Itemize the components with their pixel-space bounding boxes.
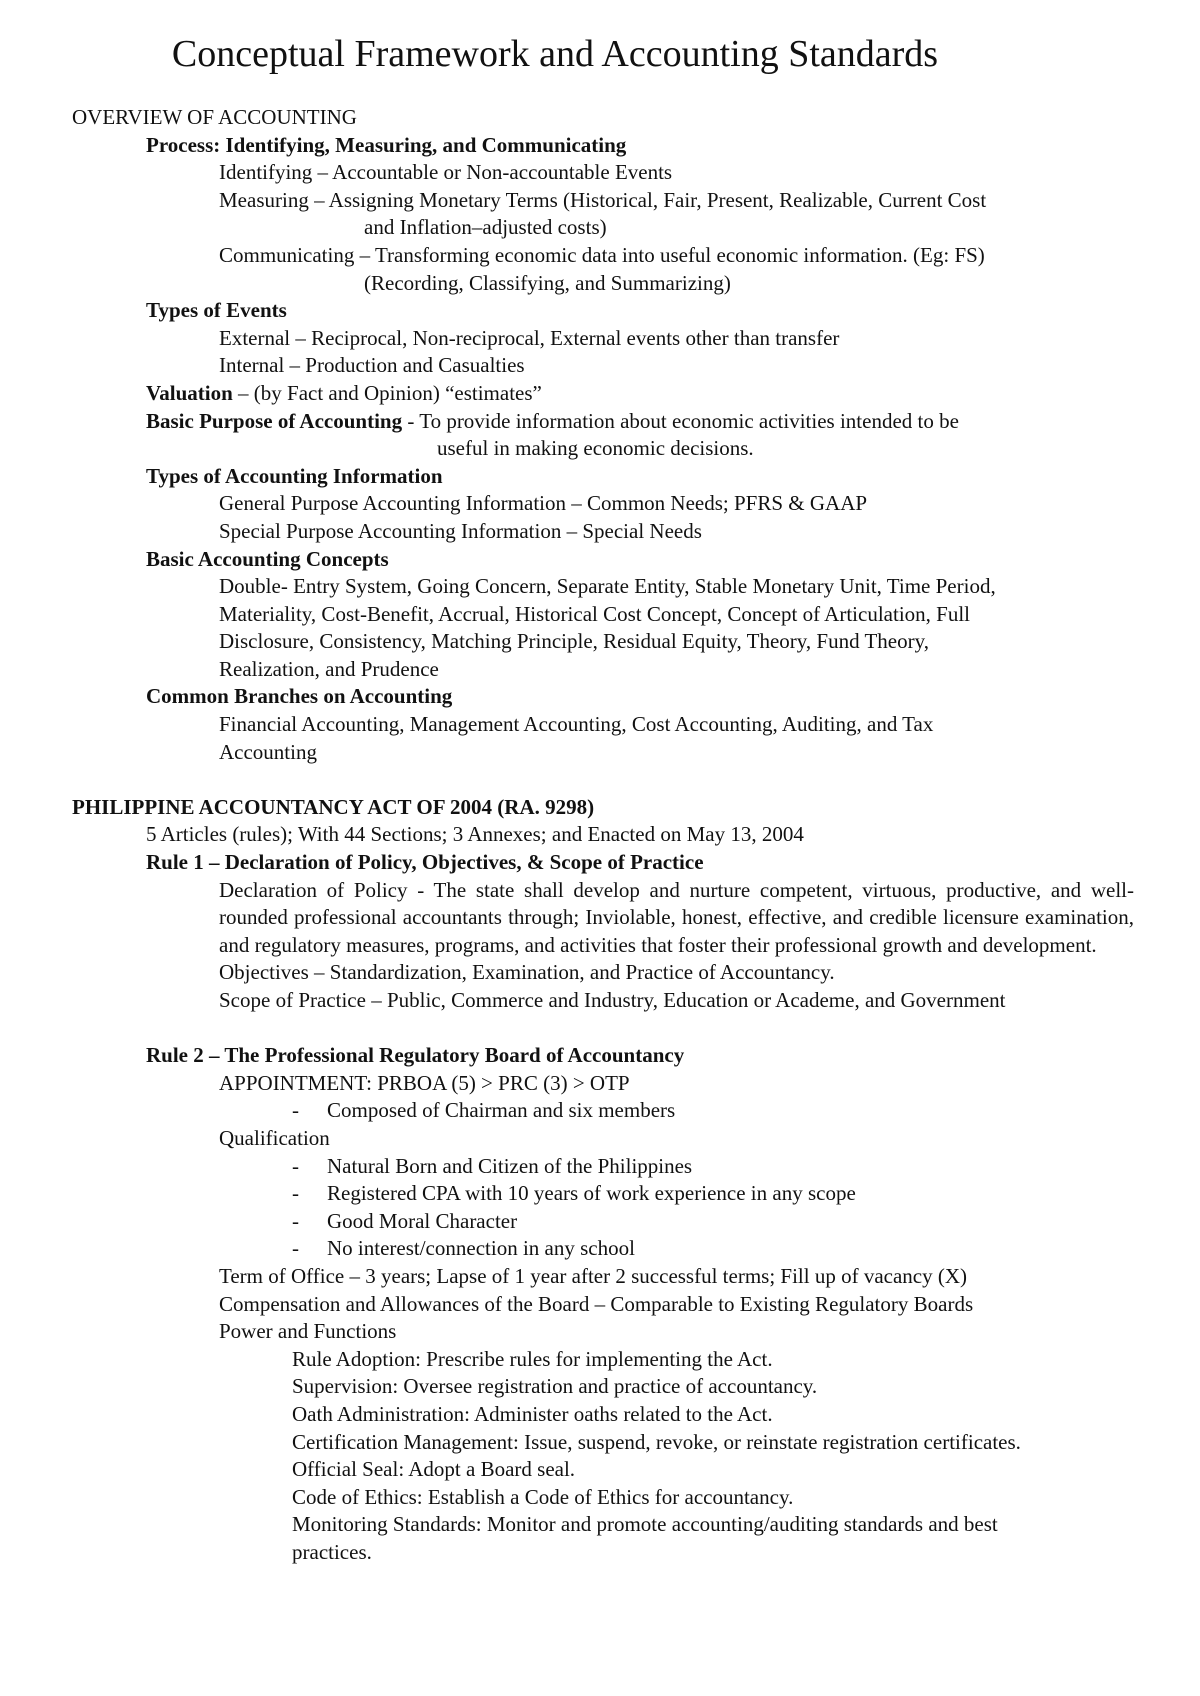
external-line: External – Reciprocal, Non-reciprocal, External events other than transfer (219, 325, 840, 350)
policy-paragraph: Declaration of Policy - The state shall develop and nurture competent, virtuous, productive, and well-rounded professional accountants through; Inviolable, honest, effective, and credible licensure examination, and regulatory measures, programs, and activities that foster their professional growth and development. (219, 877, 1134, 957)
identifying-line: Identifying – Accountable or Non-accountable Events (219, 160, 673, 185)
power-item: Official Seal: Adopt a Board seal. (292, 1457, 576, 1482)
concepts-line-2: Materiality, Cost-Benefit, Accrual, Historical Cost Concept, Concept of Articulation, Full (219, 601, 970, 626)
list-item (0, 1235, 1200, 1263)
power-item: Rule Adoption: Prescribe rules for implementing the Act. (292, 1346, 773, 1371)
power-item: Oath Administration: Administer oaths related to the Act. (292, 1401, 773, 1426)
communicating-line-cont: (Recording, Classifying, and Summarizing) (364, 270, 731, 295)
dash-bullet: - (292, 1153, 299, 1178)
special-purpose-line: Special Purpose Accounting Information – Special Needs (219, 518, 702, 543)
list-item-text: Composed of Chairman and six members (327, 1098, 676, 1123)
branches-line-1: Financial Accounting, Management Accounting, Cost Accounting, Auditing, and Tax (219, 712, 934, 737)
document-body (0, 104, 1200, 1566)
branches-heading: Common Branches on Accounting (146, 684, 453, 709)
section-heading-overview: OVERVIEW OF ACCOUNTING (72, 105, 357, 129)
power-item: Monitoring Standards: Monitor and promote accounting/auditing standards and best (292, 1512, 998, 1537)
purpose-text: - To provide information about economic activities intended to be (402, 408, 959, 433)
concepts-line-1: Double- Entry System, Going Concern, Separate Entity, Stable Monetary Unit, Time Period, (219, 574, 996, 599)
purpose-line-cont: useful in making economic decisions. (437, 436, 754, 461)
list-item (0, 1180, 1200, 1208)
internal-line: Internal – Production and Casualties (219, 353, 525, 378)
rule1-heading: Rule 1 – Declaration of Policy, Objectives, & Scope of Practice (146, 850, 704, 875)
concepts-line-3: Disclosure, Consistency, Matching Principle, Residual Equity, Theory, Fund Theory, (219, 629, 930, 654)
valuation-text: – (by Fact and Opinion) “estimates” (232, 380, 542, 405)
section-spacer (0, 766, 1200, 794)
purpose-label: Basic Purpose of Accounting (146, 408, 403, 433)
power-item: Code of Ethics: Establish a Code of Ethics for accountancy. (292, 1484, 794, 1509)
power-item: Certification Management: Issue, suspend, revoke, or reinstate registration certificates. (292, 1429, 1021, 1454)
valuation-line (0, 380, 1200, 408)
power-item-cont: practices. (292, 1539, 372, 1564)
list-item-text: No interest/connection in any school (327, 1236, 635, 1261)
measuring-line: Measuring – Assigning Monetary Terms (Historical, Fair, Present, Realizable, Current Cost (219, 187, 987, 212)
communicating-line: Communicating – Transforming economic data into useful economic information. (Eg: FS) (219, 242, 985, 267)
term-line: Term of Office – 3 years; Lapse of 1 year after 2 successful terms; Fill up of vacancy (X) (219, 1263, 968, 1288)
dash-bullet: - (292, 1236, 299, 1261)
ra9298-summary: 5 Articles (rules); With 44 Sections; 3 Annexes; and Enacted on May 13, 2004 (146, 822, 804, 847)
purpose-line (0, 408, 1200, 436)
power-item: Supervision: Oversee registration and practice of accountancy. (292, 1374, 818, 1399)
process-heading: Process: Identifying, Measuring, and Communicating (146, 132, 627, 157)
document-title: Conceptual Framework and Accounting Standards (171, 33, 939, 75)
dash-bullet: - (292, 1208, 299, 1233)
compensation-line: Compensation and Allowances of the Board – Comparable to Existing Regulatory Boards (219, 1291, 974, 1316)
list-item-text: Natural Born and Citizen of the Philippines (327, 1153, 693, 1178)
types-events-heading: Types of Events (146, 298, 287, 323)
dash-bullet: - (292, 1181, 299, 1206)
general-purpose-line: General Purpose Accounting Information – Common Needs; PFRS & GAAP (219, 491, 868, 516)
list-item (0, 1097, 1200, 1125)
powers-heading: Power and Functions (219, 1319, 397, 1344)
rule2-heading: Rule 2 – The Professional Regulatory Board of Accountancy (146, 1043, 685, 1068)
qualification-heading: Qualification (219, 1125, 330, 1150)
list-item (0, 1208, 1200, 1236)
dash-bullet: - (292, 1098, 299, 1123)
types-info-heading: Types of Accounting Information (146, 463, 443, 488)
list-item-text: Registered CPA with 10 years of work experience in any scope (327, 1181, 856, 1206)
scope-line: Scope of Practice – Public, Commerce and Industry, Education or Academe, and Government (219, 988, 1006, 1012)
rule-spacer (0, 1015, 1200, 1043)
list-item (0, 1153, 1200, 1181)
valuation-label: Valuation (146, 380, 233, 405)
branches-line-2: Accounting (219, 739, 317, 764)
measuring-line-cont: and Inflation–adjusted costs) (364, 215, 607, 240)
objectives-line: Objectives – Standardization, Examination, and Practice of Accountancy. (219, 960, 835, 985)
list-item-text: Good Moral Character (327, 1208, 518, 1233)
appointment-line: APPOINTMENT: PRBOA (5) > PRC (3) > OTP (219, 1070, 630, 1095)
concepts-line-4: Realization, and Prudence (219, 656, 439, 681)
section-heading-ra9298: PHILIPPINE ACCOUNTANCY ACT OF 2004 (RA. 9298) (72, 794, 595, 819)
concepts-heading: Basic Accounting Concepts (146, 546, 389, 571)
